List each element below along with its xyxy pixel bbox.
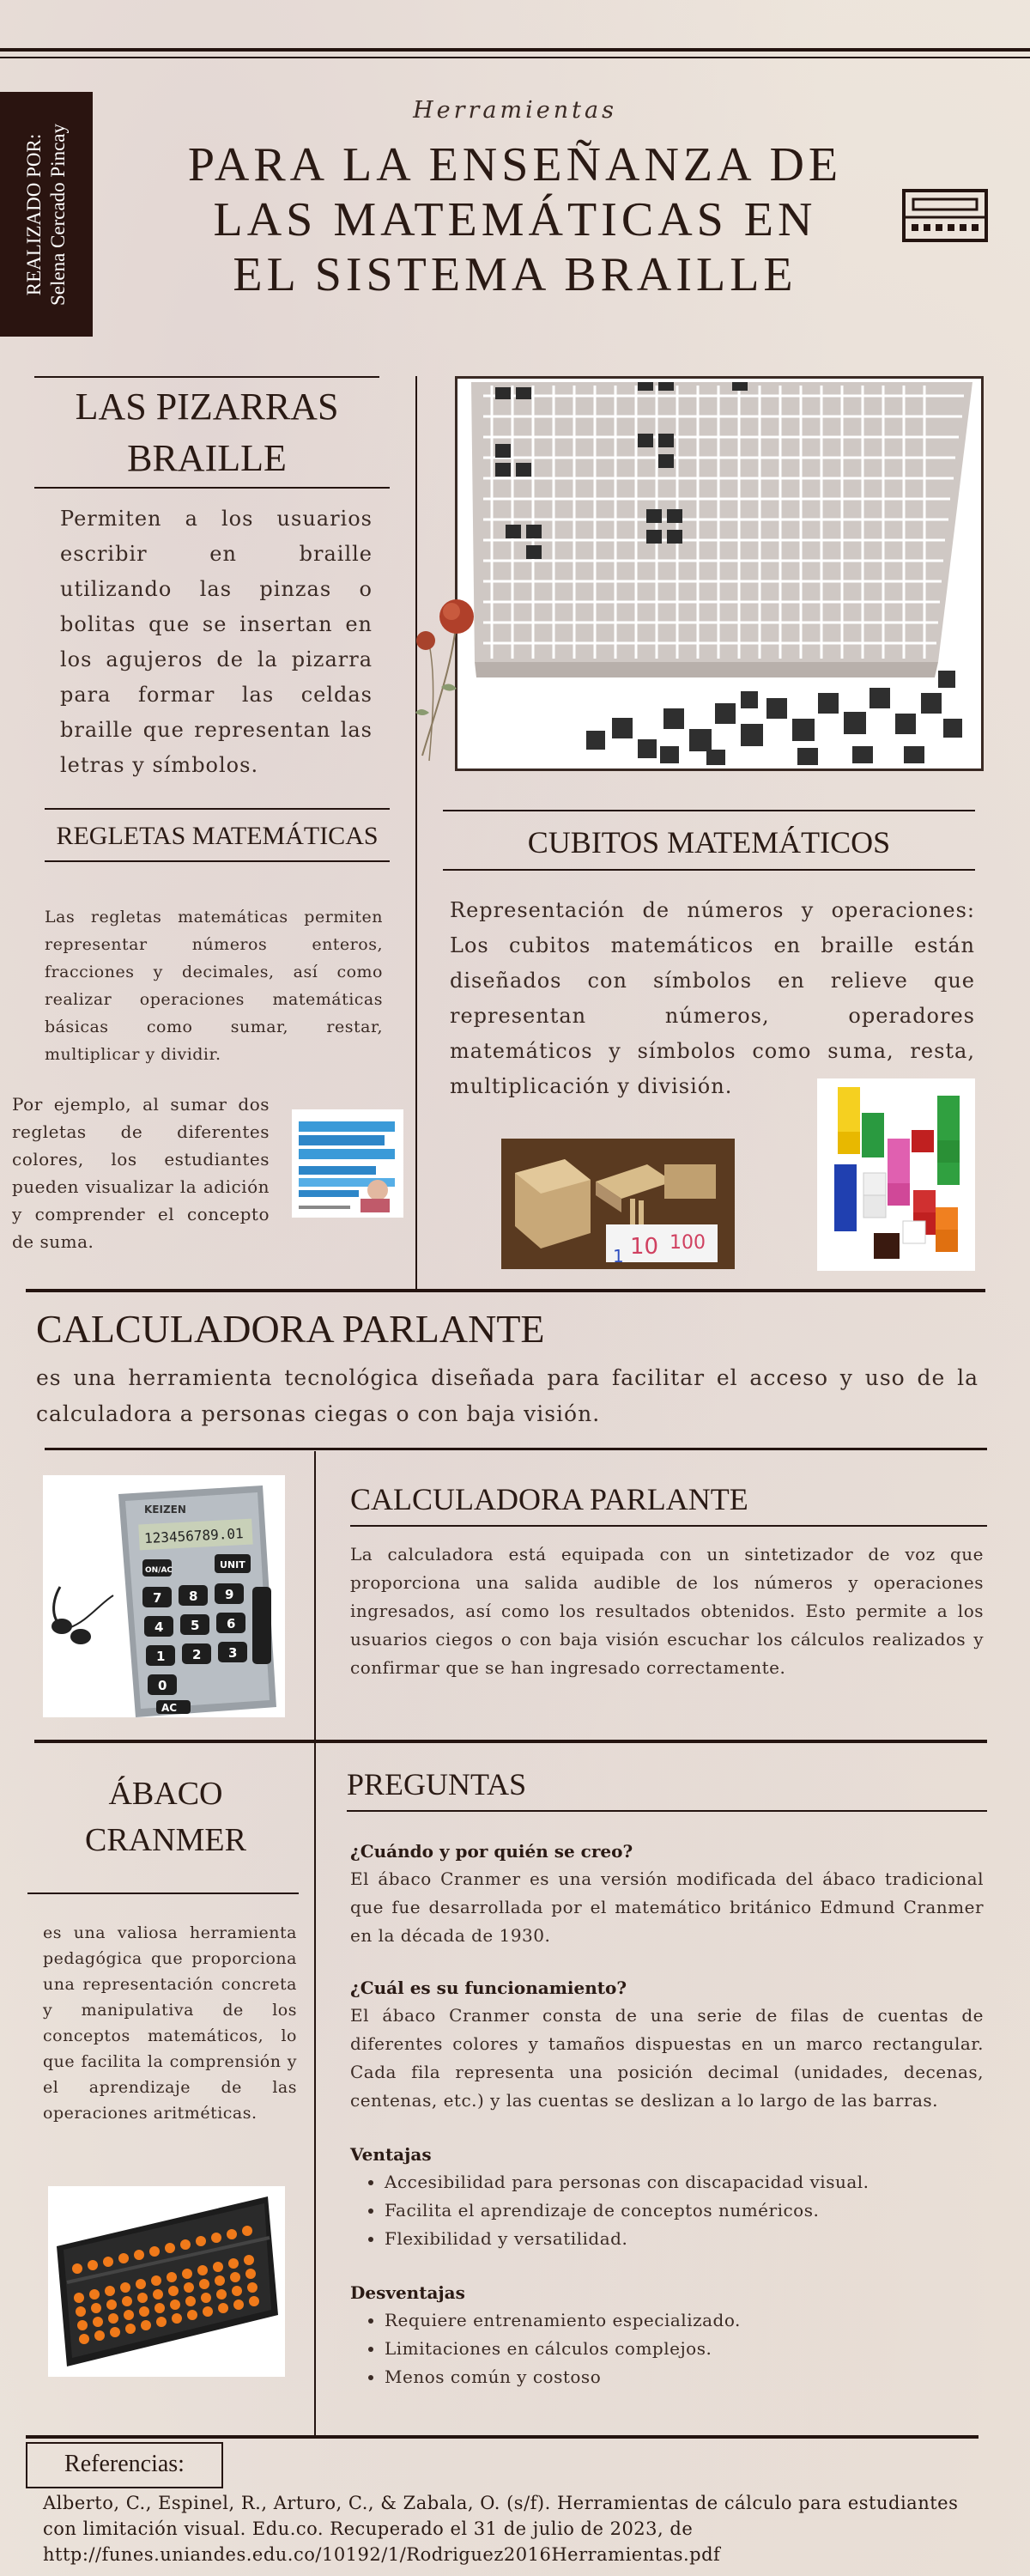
calc-key-9: 9: [225, 1587, 234, 1602]
ventaja-item: • Accesibilidad para personas con discapacidad visual.: [385, 2168, 984, 2196]
calc-key-7: 7: [153, 1590, 162, 1606]
cubitos-rule-top: [443, 810, 975, 811]
calc-key-2: 2: [192, 1647, 202, 1662]
top-rule-thin: [0, 57, 1030, 58]
calc-detail-rule: [350, 1525, 987, 1527]
preguntas-rule: [347, 1810, 987, 1812]
answer-1: El ábaco Cranmer es una versión modificada del ábaco tradicional que fue desarrollada por el matemático británico Edmund Cranmer en la década de 1930.: [350, 1868, 984, 1946]
references-rule: [26, 2435, 978, 2439]
flower-decoration: [403, 592, 489, 764]
calc-key-3: 3: [228, 1645, 238, 1661]
abaco-text: es una valiosa herramienta pedagógica que proporciona una representación concreta y manipulativa de los conceptos matemáticos, lo que facilita la comprensión y el aprendizaje de las operaciones aritméticas.: [43, 1923, 297, 2123]
regletas-text: Las regletas matemáticas permiten representar números enteros, fracciones y decimales, así como realizar operaciones matemáticas básicas como sumar, restar, multiplicar y dividir.: [45, 908, 383, 1064]
calc-detail-text: La calculadora está equipada con un sintetizador de voz que proporciona una salida audible de los números y operaciones ingresados, así como los resultados obtenidos. Esto permite a los usuarios ciegos o con baja visión escuchar los cálculos realizados y confirmar que se han ingresado correctamente.: [350, 1544, 984, 1678]
ventajas-list: [350, 2168, 984, 2253]
page-title-line2: LAS MATEMÁTICAS EN: [213, 193, 817, 246]
abaco-title: [34, 1771, 297, 1863]
desventaja-item: • Requiere entrenamiento especializado.: [385, 2306, 984, 2335]
pizarras-title-line2: BRAILLE: [127, 437, 287, 479]
abaco-rule-bottom: [27, 1893, 299, 1894]
abaco-rule-top: [34, 1740, 987, 1743]
braille-board-image: [455, 376, 984, 771]
cubitos-title: CUBITOS MATEMÁTICOS: [527, 825, 891, 860]
pizarras-rule-top: [34, 376, 379, 378]
page-title-line3: EL SISTEMA BRAILLE: [233, 248, 797, 301]
ventajas-title: Ventajas: [350, 2144, 432, 2165]
desventaja-item: • Limitaciones en cálculos complejos.: [385, 2335, 984, 2363]
answer-2: El ábaco Cranmer consta de una serie de filas de cuentas de diferentes colores y tamaños dispuestas en un marco rectangular. Cada fila representa una posición decimal (unidades, decenas, centenas, etc.) y las cuentas se deslizan a lo largo de las barras.: [350, 2005, 984, 2111]
pizarras-rule-bottom: [34, 487, 390, 489]
calc-key-8: 8: [189, 1589, 198, 1604]
regletas-title: REGLETAS MATEMÁTICAS: [56, 822, 379, 850]
regletas-example: Por ejemplo, al sumar dos regletas de diferentes colores, los estudiantes pueden visualizar la adición y comprender el concepto de suma.: [12, 1094, 270, 1252]
references-text: Alberto, C., Espinel, R., Arturo, C., & Zabala, O. (s/f). Herramientas de cálculo para estudiantes con limitación visual. Edu.co. Recuperado el 31 de julio de 2023, de http://funes.uniandes.edu.co/10192/1/Rodriguez2016Herramientas.pdf: [43, 2493, 959, 2565]
calc-key-0: 0: [158, 1678, 167, 1693]
author-label: REALIZADO POR:: [23, 133, 45, 295]
pizarras-text: Permiten a los usuarios escribir en braille utilizando las pinzas o bolitas que se insertan en los agujeros de la pizarra para formar las celdas braille que representan las letras y símbolos.: [60, 507, 373, 777]
regletas-image: [292, 1109, 403, 1218]
preguntas-body: [350, 1838, 984, 2391]
calc-display: 123456789.01: [143, 1525, 245, 1547]
cranmer-abacus-image: [48, 2186, 285, 2377]
author-tag: [0, 92, 93, 337]
calc-intro-title: CALCULADORA PARLANTE: [36, 1307, 545, 1351]
svg-text:100: 100: [670, 1232, 706, 1254]
calc-intro-text: es una herramienta tecnológica diseñada para facilitar el acceso y uso de la calculadora a personas ciegas o con baja visión.: [36, 1365, 978, 1426]
calc-key-6: 6: [227, 1616, 236, 1631]
page-kicker: Herramientas: [413, 97, 617, 124]
calc-intro-rule-bottom: [45, 1448, 987, 1450]
pizarras-title: [34, 381, 379, 484]
question-2: ¿Cuál es su funcionamiento?: [350, 1978, 627, 1998]
ventaja-item: • Flexibilidad y versatilidad.: [385, 2225, 984, 2253]
references-label: Referencias:: [64, 2451, 185, 2477]
desventaja-item: • Menos común y costoso: [385, 2363, 984, 2391]
center-divider-bottom: [314, 1743, 316, 2435]
talking-calculator-image: [43, 1475, 285, 1717]
top-rule-thick: [0, 48, 1030, 52]
regletas-rule-top: [45, 808, 390, 810]
page-title: [129, 137, 901, 302]
braille-machine-icon: [901, 187, 989, 244]
question-1: ¿Cuándo y por quién se creo?: [350, 1841, 633, 1862]
calc-key-ac: AC: [161, 1702, 178, 1714]
calc-key-unit: UNIT: [220, 1559, 245, 1571]
calc-intro-rule-top: [26, 1289, 985, 1292]
calc-brand: KEIZEN: [144, 1504, 186, 1516]
calc-key-4: 4: [154, 1619, 164, 1635]
desventajas-title: Desventajas: [350, 2282, 465, 2303]
calc-key-1: 1: [156, 1649, 166, 1664]
svg-text:10: 10: [630, 1234, 659, 1260]
abaco-title-line2: CRANMER: [85, 1822, 246, 1858]
calc-key-onac: ON/AC: [145, 1566, 173, 1575]
abaco-title-line1: ÁBACO: [108, 1776, 223, 1812]
base-ten-blocks-image: [501, 1139, 735, 1269]
cubitos-text: Representación de números y operaciones: Los cubitos matemáticos en braille están diseñados con símbolos en relieve que representan números, operadores matemáticos y símbolos como suma, resta, multiplicación y división.: [450, 898, 975, 1098]
linking-cubes-image: [817, 1078, 975, 1271]
center-divider-mid: [314, 1451, 316, 1740]
cubitos-rule-bottom: [443, 869, 975, 871]
page-title-line1: PARA LA ENSEÑANZA DE: [187, 138, 843, 191]
author-name: Selena Cercado Pincay: [47, 123, 69, 306]
ventaja-item: • Facilita el aprendizaje de conceptos numéricos.: [385, 2196, 984, 2225]
desventajas-list: [350, 2306, 984, 2391]
calc-detail-title: CALCULADORA PARLANTE: [350, 1482, 748, 1516]
svg-text:1: 1: [613, 1246, 624, 1267]
center-divider-top: [415, 376, 417, 1289]
calc-key-5: 5: [191, 1618, 200, 1633]
preguntas-title: PREGUNTAS: [347, 1767, 527, 1801]
pizarras-title-line1: LAS PIZARRAS: [75, 386, 339, 428]
regletas-rule-bottom: [45, 860, 390, 862]
